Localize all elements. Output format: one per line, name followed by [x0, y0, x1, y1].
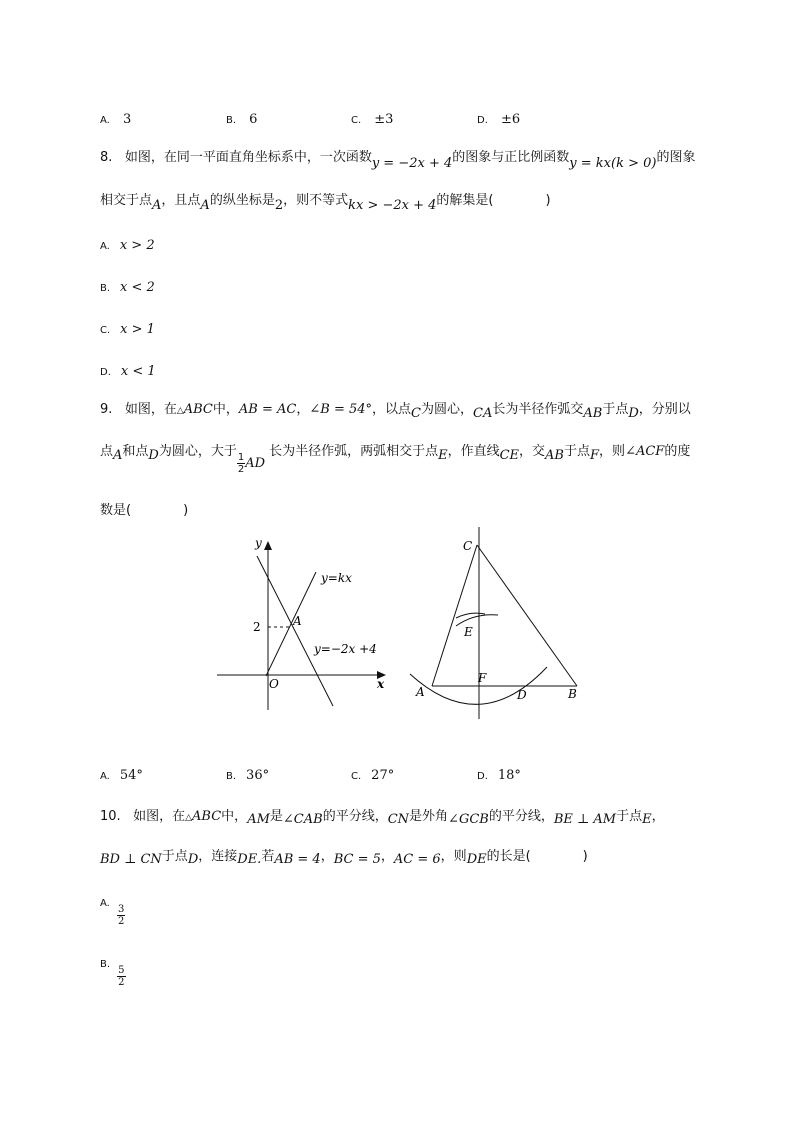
q10-text: 若: [261, 849, 275, 864]
q10-math: BD ⊥ CN: [100, 852, 162, 867]
q9-text: ，分别以: [638, 402, 691, 417]
q10-math: CN: [387, 812, 410, 827]
q9-text: 和点: [122, 444, 149, 459]
q9-option-c: [351, 764, 394, 783]
q9-math: CA: [473, 406, 493, 421]
q10-line1: [100, 805, 665, 827]
question-number: 10.: [100, 809, 121, 824]
fraction-denominator: 2: [237, 464, 245, 475]
q10-math: ∠GCB: [448, 812, 489, 827]
q10-text: 的平分线，: [488, 809, 554, 824]
origin-label: O: [269, 677, 279, 691]
q9-text: ，作直线: [447, 444, 500, 459]
q10-text: 中，: [221, 809, 248, 824]
q9-math: AB: [545, 448, 564, 463]
q9-text: 如图，在: [124, 402, 177, 417]
q8-point: A: [152, 198, 162, 213]
q9-text: ，则: [599, 444, 626, 459]
q9-fraction: [237, 452, 265, 475]
q10-text: ，连接: [198, 849, 238, 864]
y-axis-label: y: [255, 536, 262, 550]
q9-text: 于点: [564, 444, 591, 459]
q9-math: AB = AC: [238, 402, 297, 417]
option-letter: C.: [351, 115, 362, 126]
q8-line1: [100, 146, 696, 171]
q8-text: 如图，在同一平面直角坐标系中，一次函数: [124, 150, 372, 165]
option-letter: B.: [100, 283, 111, 294]
q10-text: ，: [320, 849, 334, 864]
q9-math: CE: [499, 448, 520, 463]
q10-option-b: [100, 951, 126, 988]
q9-text: 长为半径作弧交: [492, 402, 584, 417]
triangle-symbol: △: [185, 813, 193, 823]
option-letter: B.: [226, 115, 237, 126]
q8-text: 的解集是( ): [436, 193, 551, 208]
triangle-symbol: △: [176, 406, 184, 416]
q8-formula-linear: y = −2x + 4: [371, 156, 453, 171]
label-c: C: [463, 539, 473, 553]
q9-option-b: [226, 764, 269, 783]
option-letter: C.: [100, 325, 111, 336]
q9-text: ，以点: [372, 402, 412, 417]
q9-math: ∠B = 54°: [309, 402, 373, 417]
q9-math: D: [148, 448, 159, 463]
figure-coordinate-graph: [210, 528, 390, 718]
side-cb: [477, 545, 577, 686]
q8-text: ，则不等式: [283, 193, 349, 208]
question-number: 8.: [100, 150, 113, 165]
q9-math: D: [628, 406, 639, 421]
q9-option-a: [100, 764, 143, 783]
q9-math: C: [411, 406, 421, 421]
q9-line2: [100, 440, 691, 475]
option-value: ±3: [374, 112, 394, 127]
q10-math: ABC: [192, 809, 222, 824]
q9-text: 为圆心，大于: [158, 444, 237, 459]
question-number: 9.: [100, 402, 113, 417]
q9-math: ∠ACF: [625, 444, 665, 459]
q9-text: 点: [100, 444, 114, 459]
fraction-numerator: 5: [118, 965, 125, 976]
q10-text: ，: [380, 849, 394, 864]
option-value: 54°: [119, 768, 143, 783]
q9-option-d: [477, 764, 521, 783]
q8-text: 的纵坐标是: [209, 193, 275, 208]
q10-text: 是: [269, 809, 283, 824]
option-letter: D.: [477, 771, 488, 782]
option-value: 18°: [497, 768, 521, 783]
q10-text: 是外角: [409, 809, 449, 824]
q8-inequality: kx > −2x + 4: [348, 198, 437, 213]
option-letter: A.: [100, 771, 110, 782]
q9-math: F: [590, 448, 600, 463]
q10-math: AB = 4: [274, 852, 321, 867]
q10-text: 的平分线，: [322, 809, 388, 824]
q8-option-a: [100, 234, 155, 253]
q8-text: 相交于点: [100, 193, 153, 208]
side-ca: [432, 545, 477, 686]
q8-text: 的图象: [656, 150, 696, 165]
fraction-numerator: 3: [117, 904, 125, 915]
option-letter: A.: [100, 115, 110, 126]
q10-text: ，: [651, 809, 665, 824]
fraction-denominator: 2: [117, 916, 125, 927]
q8-option-c: [100, 318, 155, 337]
q9-text: 的度: [664, 444, 691, 459]
option-letter: B.: [226, 771, 237, 782]
q9-line1: [100, 398, 691, 421]
q10-math: E: [642, 812, 652, 827]
x-axis-label: x: [377, 677, 385, 691]
option-value: 27°: [371, 768, 395, 783]
line-label-linear: y=−2x +4: [314, 642, 377, 656]
fraction-denominator: 2: [118, 977, 125, 988]
figure-triangle-construction: [405, 522, 590, 732]
q10-math: DE.: [237, 852, 262, 867]
option-letter: C.: [351, 771, 362, 782]
point-a-label: A: [293, 614, 302, 628]
q9-text: ，交: [519, 444, 546, 459]
q8-formula-proportional: y = kx(k > 0): [569, 156, 657, 171]
q9-math: AD: [245, 456, 266, 471]
option-letter: D.: [477, 115, 488, 126]
q8-text: ，且点: [161, 193, 201, 208]
option-value: x < 2: [120, 280, 155, 295]
option-value: 6: [249, 112, 258, 127]
option-letter: A.: [100, 898, 110, 909]
label-e: E: [464, 625, 473, 639]
option-value: x > 2: [119, 238, 155, 253]
q8-line2: [100, 189, 551, 213]
q9-text: 长为半径作弧，两弧相交于点: [269, 444, 439, 459]
option-value: 3: [122, 112, 132, 127]
option-letter: A.: [100, 241, 110, 252]
q8-text: 的图象与正比例函数: [452, 150, 570, 165]
q9-math: AB: [583, 406, 603, 421]
q9-text: 数是( ): [100, 503, 189, 518]
q8-option-d: [100, 360, 156, 379]
option-value: x > 1: [120, 322, 155, 337]
option-value: 36°: [246, 768, 270, 783]
q8-option-b: [100, 276, 155, 295]
q10-math: AM: [247, 812, 270, 827]
label-f: F: [478, 671, 487, 685]
q10-line2: [100, 845, 588, 867]
label-b: B: [568, 687, 577, 701]
option-value: ±6: [500, 112, 521, 127]
q10-option-a: [100, 890, 125, 927]
q10-math: ∠CAB: [282, 812, 323, 827]
q10-text: ，则: [440, 849, 467, 864]
q10-math: BC = 5: [333, 852, 381, 867]
q8-value: 2: [274, 198, 284, 213]
q7-option-a: [100, 108, 131, 127]
q10-text: 于点: [161, 849, 188, 864]
label-d: D: [517, 688, 527, 702]
q10-math: BE ⊥ AM: [553, 812, 617, 827]
q9-line3: [100, 499, 188, 518]
q9-text: 于点: [602, 402, 629, 417]
q9-math: A: [113, 448, 123, 463]
option-value: x < 1: [120, 364, 156, 379]
tick-label-2: 2: [253, 620, 261, 634]
line-label-kx: y=kx: [321, 571, 352, 585]
q10-math: DE: [466, 852, 487, 867]
q10-text: 于点: [616, 809, 643, 824]
q9-math: ABC: [183, 402, 213, 417]
q10-math: D: [187, 852, 199, 867]
option-letter: D.: [100, 367, 111, 378]
q7-option-d: [477, 108, 520, 127]
q9-math: E: [438, 448, 448, 463]
label-a: A: [416, 685, 425, 699]
option-letter: B.: [100, 959, 111, 970]
q9-text: 中，: [212, 402, 239, 417]
q7-option-b: [226, 108, 257, 127]
fraction-numerator: 1: [237, 452, 245, 463]
y-axis-arrow: [264, 541, 272, 550]
q10-text: 如图，在: [133, 809, 186, 824]
q10-text: 的长是( ): [486, 849, 588, 864]
q10-math: AC = 6: [393, 852, 441, 867]
arc-center-d: [456, 615, 498, 626]
q8-point: A: [200, 198, 210, 213]
q7-option-c: [351, 108, 393, 127]
q9-text: 为圆心，: [420, 402, 473, 417]
q9-text: ，: [296, 402, 310, 417]
